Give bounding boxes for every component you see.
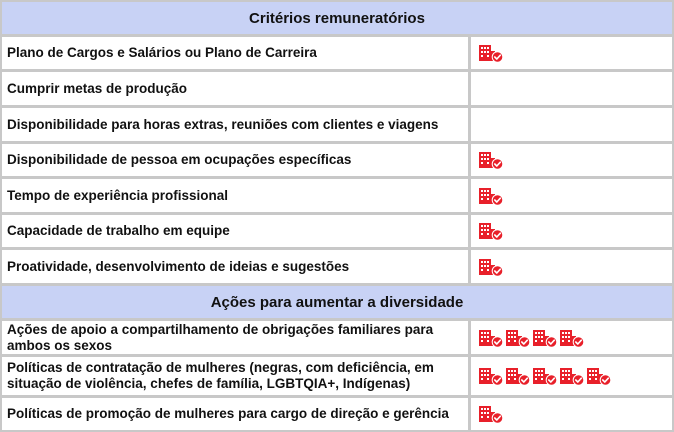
company-check-icon bbox=[505, 328, 531, 348]
row-label: Tempo de experiência profissional bbox=[2, 179, 468, 212]
company-check-icon bbox=[478, 257, 504, 277]
company-check-icon bbox=[559, 366, 585, 386]
row-label: Plano de Cargos e Salários ou Plano de Carreira bbox=[2, 37, 468, 69]
row-icons bbox=[471, 215, 672, 247]
company-check-icon bbox=[478, 150, 504, 170]
company-check-icon bbox=[478, 404, 504, 424]
section-title: Critérios remuneratórios bbox=[249, 9, 425, 27]
row-label: Cumprir metas de produção bbox=[2, 72, 468, 105]
section-title: Ações para aumentar a diversidade bbox=[210, 293, 464, 311]
company-check-icon bbox=[532, 366, 558, 386]
row-icons bbox=[471, 398, 672, 430]
row-icons bbox=[471, 179, 672, 212]
company-check-icon bbox=[478, 328, 504, 348]
row-label: Disponibilidade para horas extras, reuniões com clientes e viagens bbox=[2, 108, 468, 141]
company-check-icon bbox=[532, 328, 558, 348]
company-check-icon bbox=[478, 221, 504, 241]
row-label: Políticas de contratação de mulheres (negras, com deficiência, em situação de violência, chefes de família, LGBTQIA+, Indígenas) bbox=[2, 357, 468, 395]
row-label: Políticas de promoção de mulheres para cargo de direção e gerência bbox=[2, 398, 468, 430]
row-icons bbox=[471, 72, 672, 105]
row-icons bbox=[471, 37, 672, 69]
row-icons bbox=[471, 144, 672, 176]
row-icons bbox=[471, 357, 672, 395]
company-check-icon bbox=[478, 366, 504, 386]
company-check-icon bbox=[478, 43, 504, 63]
row-icons bbox=[471, 321, 672, 354]
company-check-icon bbox=[586, 366, 612, 386]
section-header-diversity bbox=[2, 286, 672, 318]
company-check-icon bbox=[559, 328, 585, 348]
row-label: Capacidade de trabalho em equipe bbox=[2, 215, 468, 247]
company-check-icon bbox=[505, 366, 531, 386]
row-label: Ações de apoio a compartilhamento de obrigações familiares para ambos os sexos bbox=[2, 321, 468, 354]
row-label: Disponibilidade de pessoa em ocupações específicas bbox=[2, 144, 468, 176]
section-header-remuneration bbox=[2, 2, 672, 34]
row-icons bbox=[471, 108, 672, 141]
company-check-icon bbox=[478, 186, 504, 206]
row-label: Proatividade, desenvolvimento de ideias e sugestões bbox=[2, 250, 468, 283]
row-icons bbox=[471, 250, 672, 283]
